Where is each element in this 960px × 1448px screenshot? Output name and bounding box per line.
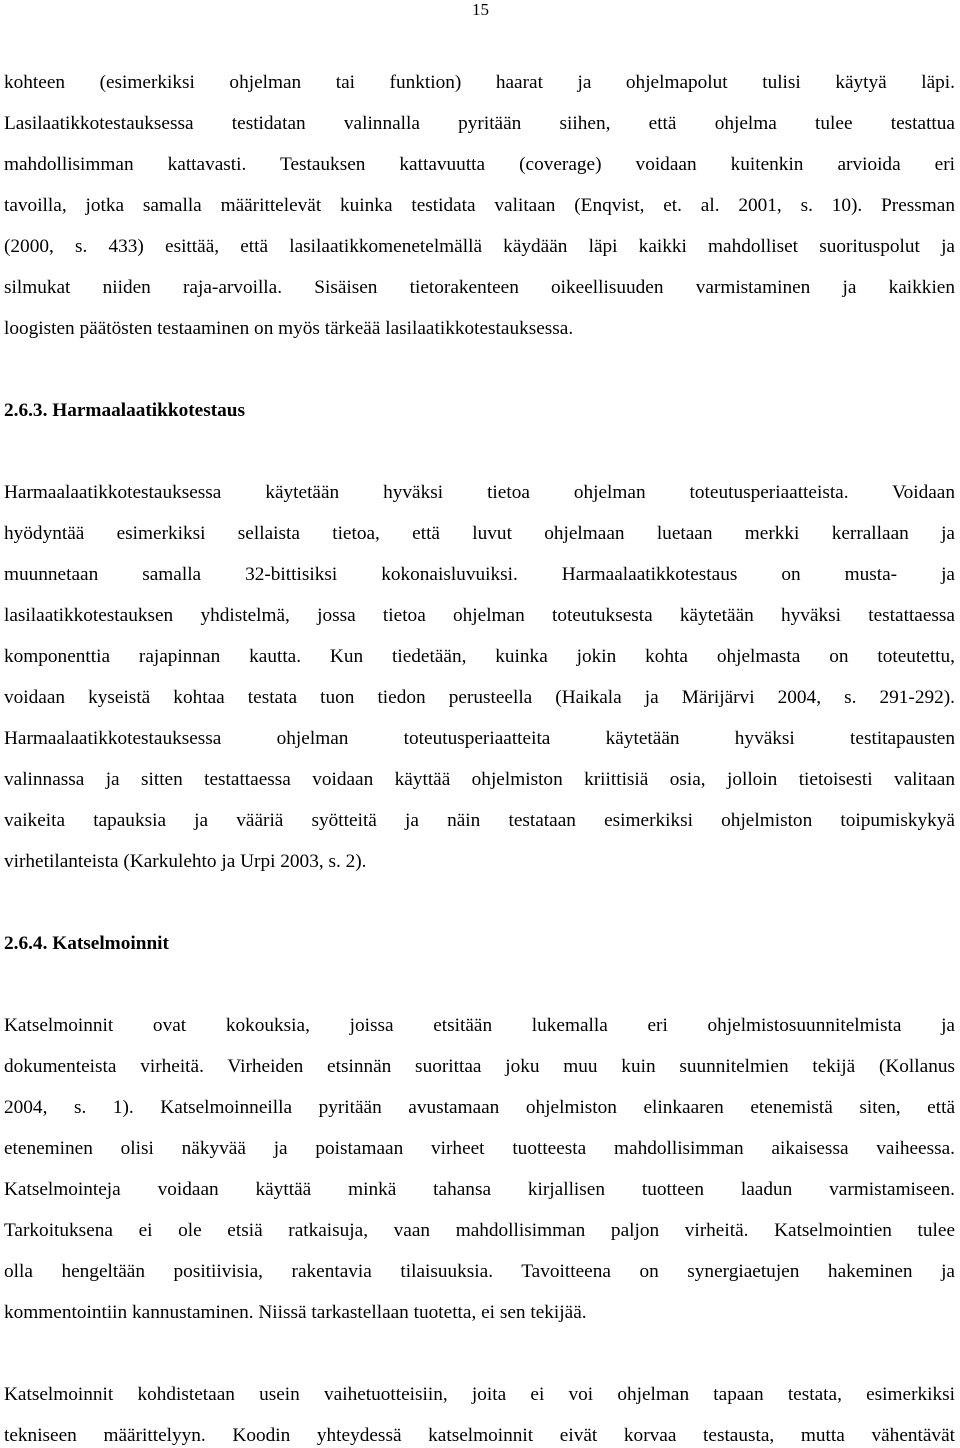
paragraph-line: 2004, s. 1). Katselmoinneilla pyritään avustamaan ohjelmiston elinkaaren etenemistä siten, että xyxy=(4,1097,955,1118)
paragraph-line: loogisten päätösten testaaminen on myös tärkeää lasilaatikkotestauksessa. xyxy=(4,318,574,339)
paragraph-line: virhetilanteista (Karkulehto ja Urpi 2003, s. 2). xyxy=(4,851,367,872)
paragraph-line: vaikeita tapauksia ja vääriä syötteitä ja näin testataan esimerkiksi ohjelmiston toipumiskykyä xyxy=(4,810,955,831)
paragraph-line: muunnetaan samalla 32-bittisiksi kokonaisluvuiksi. Harmaalaatikkotestaus on musta- ja xyxy=(4,564,955,585)
paragraph-line: Katselmointeja voidaan käyttää minkä tahansa kirjallisen tuotteen laadun varmistamiseen. xyxy=(4,1179,955,1200)
paragraph-line: kommentointiin kannustaminen. Niissä tarkastellaan tuotetta, ei sen tekijää. xyxy=(4,1302,587,1323)
paragraph-line: tavoilla, jotka samalla määrittelevät kuinka testidata valitaan (Enqvist, et. al. 2001, s. 10). Pressman xyxy=(4,195,955,216)
paragraph-line: hyödyntää esimerkiksi sellaista tietoa, että luvut ohjelmaan luetaan merkki kerrallaan ja xyxy=(4,523,955,544)
section-heading: 2.6.4. Katselmoinnit xyxy=(4,933,169,954)
paragraph-line: kohteen (esimerkiksi ohjelman tai funktion) haarat ja ohjelmapolut tulisi käytyä läpi. xyxy=(4,72,955,93)
paragraph-line: Katselmoinnit ovat kokouksia, joissa etsitään lukemalla eri ohjelmistosuunnitelmista ja xyxy=(4,1015,955,1036)
paragraph-line: valinnassa ja sitten testattaessa voidaan käyttää ohjelmiston kriittisiä osia, jolloin tietoisesti valitaan xyxy=(4,769,955,790)
paragraph-line: Harmaalaatikkotestauksessa käytetään hyväksi tietoa ohjelman toteutusperiaatteista. Voidaan xyxy=(4,482,955,503)
paragraph-line: (2000, s. 433) esittää, että lasilaatikkomenetelmällä käydään läpi kaikki mahdolliset suorituspolut ja xyxy=(4,236,955,257)
section-heading: 2.6.3. Harmaalaatikkotestaus xyxy=(4,400,246,421)
paragraph-line: Tarkoituksena ei ole etsiä ratkaisuja, vaan mahdollisimman paljon virheitä. Katselmointien tulee xyxy=(4,1220,955,1241)
paragraph-line: Katselmoinnit kohdistetaan usein vaihetuotteisiin, joita ei voi ohjelman tapaan testata, esimerkiksi xyxy=(4,1384,955,1405)
paragraph-line: olla hengeltään positiivisia, rakentavia tilaisuuksia. Tavoitteena on synergiaetujen hakeminen ja xyxy=(4,1261,955,1282)
paragraph-line: eteneminen olisi näkyvää ja poistamaan virheet tuotteesta mahdollisimman aikaisessa vaiheessa. xyxy=(4,1138,955,1159)
paragraph-line: tekniseen määrittelyyn. Koodin yhteydessä katselmoinnit eivät korvaa testausta, mutta vähentävät xyxy=(4,1425,955,1446)
paragraph-line: dokumenteista virheitä. Virheiden etsinnän suorittaa joku muu kuin suunnitelmien tekijä (Kollanus xyxy=(4,1056,955,1077)
paragraph-line: silmukat niiden raja-arvoilla. Sisäisen tietorakenteen oikeellisuuden varmistaminen ja kaikkien xyxy=(4,277,955,298)
paragraph-line: voidaan kyseistä kohtaa testata tuon tiedon perusteella (Haikala ja Märijärvi 2004, s. 291-292). xyxy=(4,687,955,708)
paragraph-line: komponenttia rajapinnan kautta. Kun tiedetään, kuinka jokin kohta ohjelmasta on toteutettu, xyxy=(4,646,955,667)
paragraph-line: lasilaatikkotestauksen yhdistelmä, jossa tietoa ohjelman toteutuksesta käytetään hyväksi testattaessa xyxy=(4,605,955,626)
page-number: 15 xyxy=(472,0,489,19)
paragraph-line: Harmaalaatikkotestauksessa ohjelman toteutusperiaatteita käytetään hyväksi testitapausten xyxy=(4,728,955,749)
paragraph-line: mahdollisimman kattavasti. Testauksen kattavuutta (coverage) voidaan kuitenkin arvioida eri xyxy=(4,154,955,175)
paragraph-line: Lasilaatikkotestauksessa testidatan valinnalla pyritään siihen, että ohjelma tulee testattua xyxy=(4,113,955,134)
